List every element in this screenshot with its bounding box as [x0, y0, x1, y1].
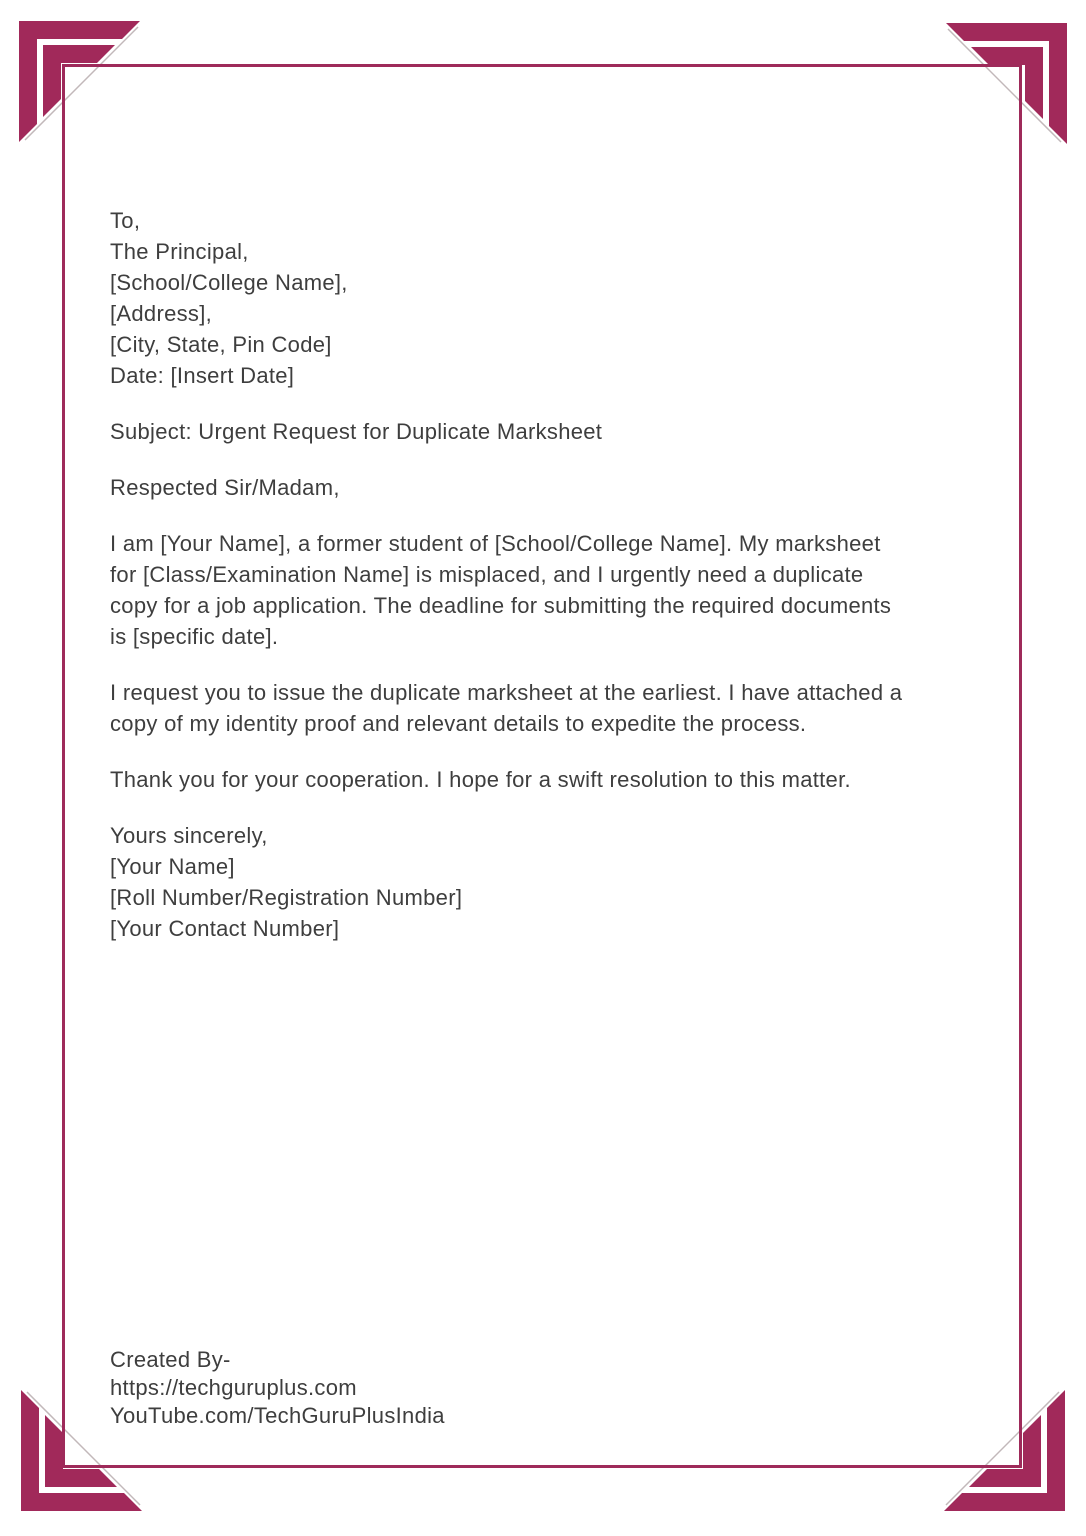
recipient-line-address: [Address],: [110, 301, 213, 326]
credit-youtube-url: YouTube.com/TechGuruPlusIndia: [110, 1403, 445, 1428]
paragraph-line: for [Class/Examination Name] is misplaced, and I urgently need a duplicate: [110, 562, 864, 587]
date-line: Date: [Insert Date]: [110, 363, 295, 388]
salutation: Respected Sir/Madam,: [110, 475, 340, 500]
subject-line: Subject: Urgent Request for Duplicate Marksheet: [110, 419, 603, 444]
credit-footer: [110, 1346, 445, 1430]
closing-line-contact-number: [Your Contact Number]: [110, 916, 340, 941]
credit-label: Created By-: [110, 1347, 231, 1372]
paragraph-request-action: [110, 677, 995, 739]
letter-body: [110, 205, 995, 969]
paragraph-thanks: [110, 764, 995, 795]
recipient-line-to: To,: [110, 208, 141, 233]
paragraph-line: I request you to issue the duplicate marksheet at the earliest. I have attached a: [110, 680, 903, 705]
paragraph-line: Thank you for your cooperation. I hope for a swift resolution to this matter.: [110, 767, 851, 792]
closing-line-name: [Your Name]: [110, 854, 235, 879]
recipient-block: [110, 205, 995, 391]
closing-line-sincerely: Yours sincerely,: [110, 823, 268, 848]
paragraph-line: copy for a job application. The deadline for submitting the required documents: [110, 593, 892, 618]
paragraph-line: is [specific date].: [110, 624, 279, 649]
recipient-line-city-state-pin: [City, State, Pin Code]: [110, 332, 332, 357]
paragraph-line: copy of my identity proof and relevant details to expedite the process.: [110, 711, 807, 736]
recipient-line-principal: The Principal,: [110, 239, 249, 264]
paragraph-line: I am [Your Name], a former student of [School/College Name]. My marksheet: [110, 531, 881, 556]
paragraph-request-context: [110, 528, 995, 652]
credit-website-url: https://techguruplus.com: [110, 1375, 357, 1400]
recipient-line-school-name: [School/College Name],: [110, 270, 348, 295]
closing-block: [110, 820, 995, 944]
closing-line-roll-number: [Roll Number/Registration Number]: [110, 885, 463, 910]
